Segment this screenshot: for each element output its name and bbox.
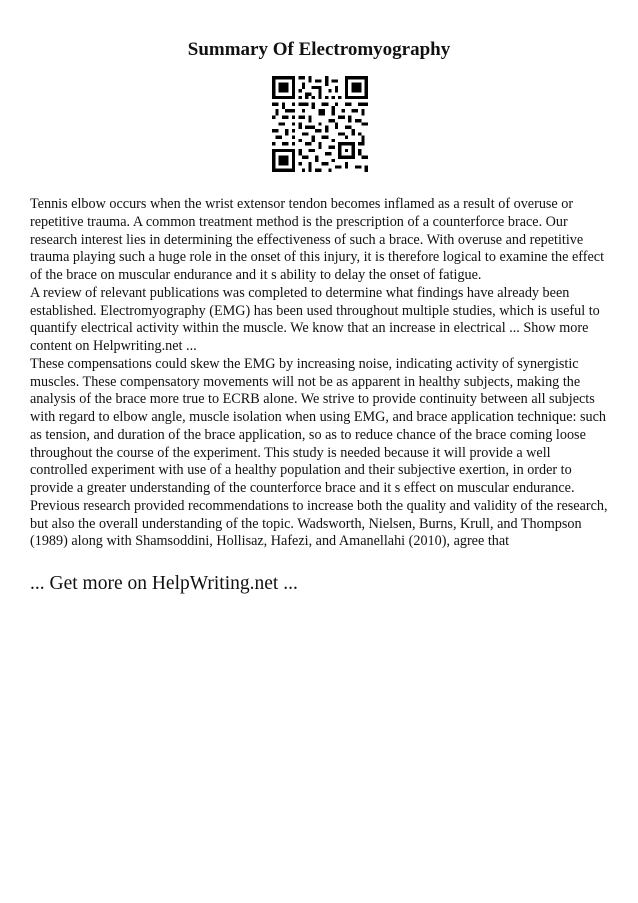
paragraph-3: These compensations could skew the EMG by increasing noise, indicating activity of synergistic muscles. These compensatory movements will not be as apparent in healthy subjects, making the analysis of the brace more true to ECRB alone. We strive to provide continuity between all subjects with regard to elbow angle, muscle isolation when using EMG, and brace application technique: such as tension, and duration of the brace application, so as to reduce chance of the brace coming loose throughout the course of the experiment. This study is needed because it will provide a well controlled experiment with use of a healthy population and their subjective exertion, in order to provide a greater understanding of the counterforce brace and it s effect on muscular endurance. [30, 355, 607, 496]
paragraph-1: Tennis elbow occurs when the wrist extensor tendon becomes inflamed as a result of overuse or repetitive trauma. A common treatment method is the prescription of a counterforce brace. Our research interest lies in determining the effectiveness of such a brace. With overuse and repetitive trauma playing such a huge role in the onset of this injury, it is therefore logical to examine the effect of the brace on muscular endurance and it s ability to delay the onset of fatigue. [30, 196, 605, 283]
document-title: Summary Of Electromyography [187, 39, 451, 60]
paragraph-4: Previous research provided recommendations to increase both the quality and validity of the research, but also the overall understanding of the topic. Wadsworth, Nielsen, Burns, Krull, and Thompson (1989) along with Shamsoddini, Hollisaz, Hafezi, and Amanellahi (2010), agree that [30, 497, 608, 550]
get-more-link[interactable]: ... Get more on HelpWriting.net ... [30, 573, 298, 594]
paragraph-2: A review of relevant publications was completed to determine what findings have already been established. Electromyography (EMG) has been used throughout multiple studies, which is useful to quantify electrical activity within the muscle. We know that an increase in electrical ... Show more content on Helpwriting.net ... [30, 284, 600, 354]
document-body [30, 196, 610, 551]
qr-code-icon [272, 76, 368, 172]
